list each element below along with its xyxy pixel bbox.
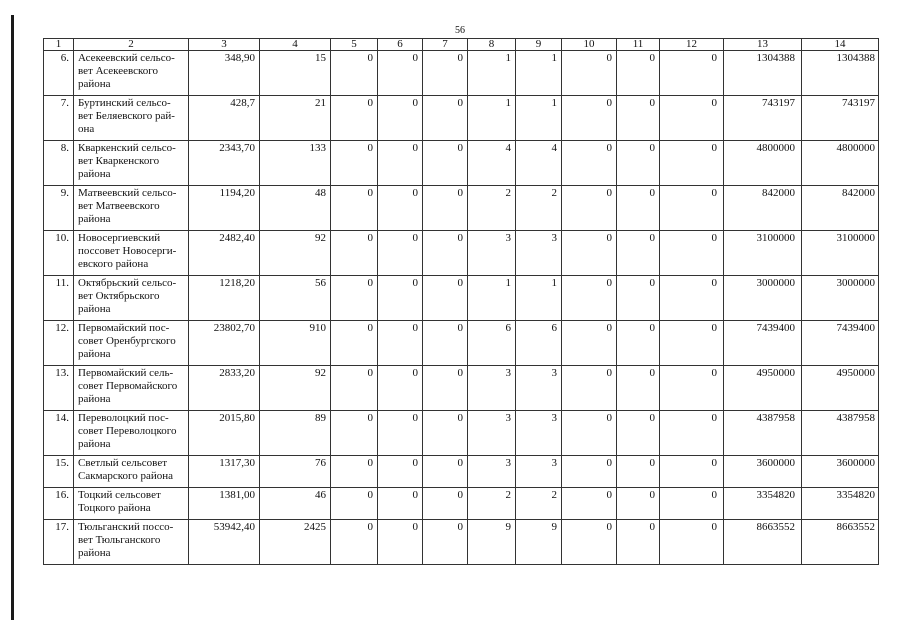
column-number: 5 <box>331 39 378 51</box>
table-row <box>44 231 879 276</box>
cell-c11: 0 <box>617 276 660 321</box>
cell-c3: 1381,00 <box>189 488 260 520</box>
municipality-name: Первомайский сель-совет Первомайского района <box>74 366 189 411</box>
municipality-name: Тоцкий сельсовет Тоцкого района <box>74 488 189 520</box>
cell-c3: 1317,30 <box>189 456 260 488</box>
cell-c10: 0 <box>562 456 617 488</box>
cell-c14: 3000000 <box>802 276 879 321</box>
row-number: 17. <box>44 520 74 565</box>
cell-c13: 3354820 <box>724 488 802 520</box>
cell-c7: 0 <box>423 520 468 565</box>
cell-c3: 1218,20 <box>189 276 260 321</box>
page-number: 56 <box>455 25 465 36</box>
cell-c10: 0 <box>562 520 617 565</box>
cell-c6: 0 <box>378 456 423 488</box>
cell-c10: 0 <box>562 411 617 456</box>
table-row <box>44 456 879 488</box>
cell-c8: 3 <box>468 366 516 411</box>
column-number: 14 <box>802 39 879 51</box>
cell-c14: 4950000 <box>802 366 879 411</box>
cell-c4: 56 <box>260 276 331 321</box>
cell-c13: 4950000 <box>724 366 802 411</box>
cell-c4: 133 <box>260 141 331 186</box>
municipality-name: Буртинский сельсо-вет Беляевского рай-она <box>74 96 189 141</box>
cell-c14: 4800000 <box>802 141 879 186</box>
cell-c14: 1304388 <box>802 51 879 96</box>
column-number: 1 <box>44 39 74 51</box>
municipality-name: Светлый сельсовет Сакмарского района <box>74 456 189 488</box>
cell-c11: 0 <box>617 51 660 96</box>
cell-c11: 0 <box>617 488 660 520</box>
cell-c3: 23802,70 <box>189 321 260 366</box>
column-number-row <box>44 39 879 51</box>
cell-c3: 2833,20 <box>189 366 260 411</box>
cell-c4: 89 <box>260 411 331 456</box>
column-number: 6 <box>378 39 423 51</box>
cell-c12: 0 <box>660 51 724 96</box>
column-number: 13 <box>724 39 802 51</box>
cell-c13: 8663552 <box>724 520 802 565</box>
cell-c14: 8663552 <box>802 520 879 565</box>
column-number: 12 <box>660 39 724 51</box>
cell-c6: 0 <box>378 411 423 456</box>
cell-c7: 0 <box>423 488 468 520</box>
cell-c9: 3 <box>516 231 562 276</box>
cell-c10: 0 <box>562 231 617 276</box>
row-number: 15. <box>44 456 74 488</box>
cell-c13: 3100000 <box>724 231 802 276</box>
table-row <box>44 520 879 565</box>
cell-c7: 0 <box>423 231 468 276</box>
cell-c8: 2 <box>468 488 516 520</box>
cell-c4: 46 <box>260 488 331 520</box>
cell-c14: 842000 <box>802 186 879 231</box>
column-number: 11 <box>617 39 660 51</box>
cell-c7: 0 <box>423 321 468 366</box>
cell-c9: 3 <box>516 456 562 488</box>
cell-c6: 0 <box>378 321 423 366</box>
cell-c13: 7439400 <box>724 321 802 366</box>
table-row <box>44 186 879 231</box>
cell-c14: 4387958 <box>802 411 879 456</box>
row-number: 6. <box>44 51 74 96</box>
cell-c11: 0 <box>617 411 660 456</box>
table-row <box>44 321 879 366</box>
cell-c5: 0 <box>331 51 378 96</box>
cell-c14: 7439400 <box>802 321 879 366</box>
cell-c4: 15 <box>260 51 331 96</box>
cell-c11: 0 <box>617 520 660 565</box>
municipality-name: Октябрьский сельсо-вет Октябрьского района <box>74 276 189 321</box>
cell-c6: 0 <box>378 186 423 231</box>
cell-c8: 3 <box>468 231 516 276</box>
cell-c12: 0 <box>660 411 724 456</box>
cell-c12: 0 <box>660 321 724 366</box>
cell-c5: 0 <box>331 141 378 186</box>
cell-c12: 0 <box>660 456 724 488</box>
cell-c10: 0 <box>562 141 617 186</box>
cell-c4: 92 <box>260 231 331 276</box>
cell-c13: 4800000 <box>724 141 802 186</box>
cell-c12: 0 <box>660 366 724 411</box>
cell-c5: 0 <box>331 186 378 231</box>
cell-c9: 2 <box>516 488 562 520</box>
row-number: 10. <box>44 231 74 276</box>
cell-c4: 48 <box>260 186 331 231</box>
municipality-name: Первомайский пос-совет Оренбургского района <box>74 321 189 366</box>
cell-c7: 0 <box>423 51 468 96</box>
row-number: 12. <box>44 321 74 366</box>
cell-c6: 0 <box>378 276 423 321</box>
table-row <box>44 141 879 186</box>
cell-c10: 0 <box>562 51 617 96</box>
cell-c12: 0 <box>660 96 724 141</box>
cell-c6: 0 <box>378 141 423 186</box>
table-row <box>44 276 879 321</box>
cell-c12: 0 <box>660 488 724 520</box>
cell-c3: 2343,70 <box>189 141 260 186</box>
cell-c9: 9 <box>516 520 562 565</box>
cell-c8: 4 <box>468 141 516 186</box>
cell-c6: 0 <box>378 488 423 520</box>
column-number: 2 <box>74 39 189 51</box>
cell-c5: 0 <box>331 366 378 411</box>
cell-c4: 21 <box>260 96 331 141</box>
municipality-name: Асекеевский сельсо-вет Асекеевского района <box>74 51 189 96</box>
cell-c9: 6 <box>516 321 562 366</box>
cell-c7: 0 <box>423 96 468 141</box>
cell-c5: 0 <box>331 488 378 520</box>
municipality-name: Переволоцкий пос-совет Переволоцкого района <box>74 411 189 456</box>
cell-c12: 0 <box>660 186 724 231</box>
cell-c5: 0 <box>331 456 378 488</box>
cell-c11: 0 <box>617 456 660 488</box>
cell-c3: 53942,40 <box>189 520 260 565</box>
table-row <box>44 411 879 456</box>
cell-c3: 1194,20 <box>189 186 260 231</box>
cell-c12: 0 <box>660 520 724 565</box>
column-number: 7 <box>423 39 468 51</box>
cell-c5: 0 <box>331 411 378 456</box>
cell-c8: 3 <box>468 411 516 456</box>
cell-c13: 743197 <box>724 96 802 141</box>
cell-c10: 0 <box>562 321 617 366</box>
cell-c3: 428,7 <box>189 96 260 141</box>
cell-c14: 3600000 <box>802 456 879 488</box>
cell-c13: 842000 <box>724 186 802 231</box>
municipality-name: Кваркенский сельсо-вет Кваркенского района <box>74 141 189 186</box>
data-table <box>43 38 879 565</box>
cell-c7: 0 <box>423 366 468 411</box>
cell-c8: 1 <box>468 96 516 141</box>
cell-c7: 0 <box>423 141 468 186</box>
table-row <box>44 51 879 96</box>
cell-c14: 3354820 <box>802 488 879 520</box>
cell-c12: 0 <box>660 141 724 186</box>
cell-c8: 1 <box>468 276 516 321</box>
cell-c8: 1 <box>468 51 516 96</box>
cell-c11: 0 <box>617 96 660 141</box>
cell-c9: 4 <box>516 141 562 186</box>
cell-c10: 0 <box>562 186 617 231</box>
cell-c3: 2482,40 <box>189 231 260 276</box>
cell-c6: 0 <box>378 366 423 411</box>
cell-c10: 0 <box>562 276 617 321</box>
cell-c5: 0 <box>331 276 378 321</box>
row-number: 9. <box>44 186 74 231</box>
cell-c3: 348,90 <box>189 51 260 96</box>
cell-c11: 0 <box>617 366 660 411</box>
cell-c7: 0 <box>423 456 468 488</box>
row-number: 13. <box>44 366 74 411</box>
cell-c8: 6 <box>468 321 516 366</box>
cell-c8: 3 <box>468 456 516 488</box>
municipality-name: Тюльганский поссо-вет Тюльганского района <box>74 520 189 565</box>
cell-c11: 0 <box>617 186 660 231</box>
cell-c7: 0 <box>423 186 468 231</box>
cell-c6: 0 <box>378 96 423 141</box>
cell-c9: 1 <box>516 96 562 141</box>
row-number: 11. <box>44 276 74 321</box>
cell-c8: 9 <box>468 520 516 565</box>
row-number: 7. <box>44 96 74 141</box>
cell-c6: 0 <box>378 231 423 276</box>
cell-c13: 4387958 <box>724 411 802 456</box>
row-number: 14. <box>44 411 74 456</box>
cell-c12: 0 <box>660 231 724 276</box>
cell-c5: 0 <box>331 321 378 366</box>
cell-c13: 1304388 <box>724 51 802 96</box>
row-number: 16. <box>44 488 74 520</box>
column-number: 8 <box>468 39 516 51</box>
cell-c5: 0 <box>331 520 378 565</box>
cell-c7: 0 <box>423 276 468 321</box>
cell-c10: 0 <box>562 488 617 520</box>
cell-c14: 743197 <box>802 96 879 141</box>
row-number: 8. <box>44 141 74 186</box>
cell-c4: 76 <box>260 456 331 488</box>
cell-c6: 0 <box>378 520 423 565</box>
column-number: 3 <box>189 39 260 51</box>
column-number: 4 <box>260 39 331 51</box>
cell-c5: 0 <box>331 96 378 141</box>
table-row <box>44 96 879 141</box>
binding-line <box>11 15 14 620</box>
cell-c5: 0 <box>331 231 378 276</box>
cell-c13: 3000000 <box>724 276 802 321</box>
cell-c7: 0 <box>423 411 468 456</box>
cell-c11: 0 <box>617 321 660 366</box>
table-row <box>44 488 879 520</box>
cell-c9: 2 <box>516 186 562 231</box>
cell-c9: 3 <box>516 411 562 456</box>
cell-c10: 0 <box>562 366 617 411</box>
column-number: 10 <box>562 39 617 51</box>
cell-c9: 3 <box>516 366 562 411</box>
cell-c3: 2015,80 <box>189 411 260 456</box>
cell-c8: 2 <box>468 186 516 231</box>
column-number: 9 <box>516 39 562 51</box>
cell-c9: 1 <box>516 51 562 96</box>
cell-c13: 3600000 <box>724 456 802 488</box>
cell-c14: 3100000 <box>802 231 879 276</box>
cell-c6: 0 <box>378 51 423 96</box>
cell-c4: 92 <box>260 366 331 411</box>
cell-c9: 1 <box>516 276 562 321</box>
cell-c4: 910 <box>260 321 331 366</box>
cell-c10: 0 <box>562 96 617 141</box>
municipality-name: Новосергиевский поссовет Новосерги-евского района <box>74 231 189 276</box>
table-row <box>44 366 879 411</box>
cell-c11: 0 <box>617 231 660 276</box>
cell-c12: 0 <box>660 276 724 321</box>
cell-c4: 2425 <box>260 520 331 565</box>
municipality-name: Матвеевский сельсо-вет Матвеевского района <box>74 186 189 231</box>
cell-c11: 0 <box>617 141 660 186</box>
